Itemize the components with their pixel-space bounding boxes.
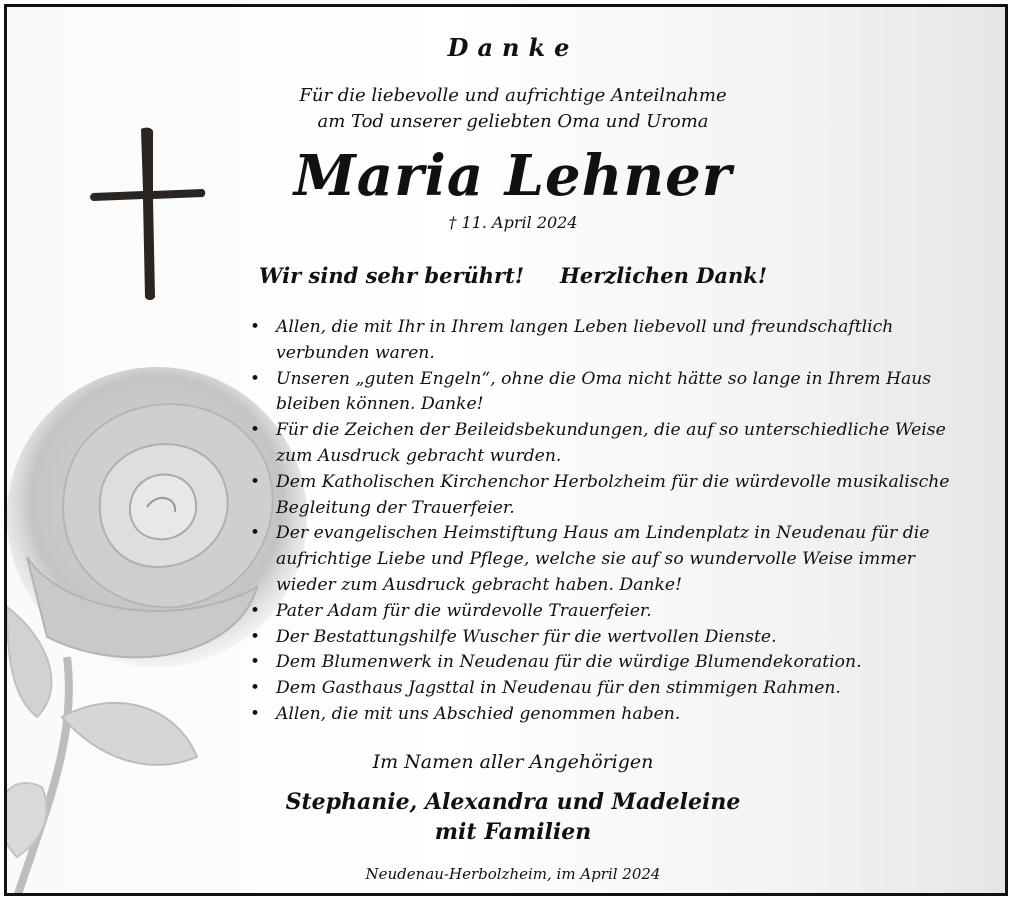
thanks-line <box>7 263 1008 288</box>
list-item: • Für die Zeichen der Beileidsbekundungen, die auf so unterschiedliche Weise zum Ausdruck gebracht wurden. <box>250 418 970 470</box>
death-date: † 11. April 2024 <box>448 213 578 232</box>
list-item: • Der evangelischen Heimstiftung Haus am Lindenplatz in Neudenau für die aufrichtige Liebe und Pflege, welche sie auf so wundervolle Weise immer wieder zum Ausdruck gebracht haben. Danke! <box>250 521 970 598</box>
intro-line-1: Für die liebevolle und aufrichtige Anteilnahme <box>299 85 727 106</box>
list-item: • Allen, die mit uns Abschied genommen haben. <box>250 702 970 728</box>
deceased-name: Maria Lehner <box>293 143 733 209</box>
list-item: • Pater Adam für die würdevolle Trauerfeier. <box>250 599 970 625</box>
obituary-card <box>4 4 1008 896</box>
thanks-right: Herzlichen Dank! <box>560 263 768 288</box>
list-item: • Der Bestattungshilfe Wuscher für die wertvollen Dienste. <box>250 625 970 651</box>
list-item: • Dem Katholischen Kirchenchor Herbolzheim für die würdevolle musikalische Begleitung der Trauerfeier. <box>250 470 970 522</box>
intro-line-2: am Tod unserer geliebten Oma und Uroma <box>317 111 709 132</box>
heading: Danke <box>447 33 579 62</box>
signature-intro: Im Namen aller Angehörigen <box>372 751 654 773</box>
list-item: • Unseren „guten Engeln“, ohne die Oma nicht hätte so lange in Ihrem Haus bleiben können. Danke! <box>250 367 970 419</box>
list-item: • Dem Blumenwerk in Neudenau für die würdige Blumendekoration. <box>250 650 970 676</box>
signature-names-block <box>7 787 1008 847</box>
place-date: Neudenau-Herbolzheim, im April 2024 <box>365 865 661 883</box>
list-item: • Allen, die mit Ihr in Ihrem langen Leben liebevoll und freundschaftlich verbunden waren. <box>250 315 970 367</box>
signature-family: mit Familien <box>434 819 592 845</box>
list-item: • Dem Gasthaus Jagsttal in Neudenau für den stimmigen Rahmen. <box>250 676 970 702</box>
thanks-left: Wir sind sehr berührt! <box>258 263 525 288</box>
thanks-list <box>250 315 970 728</box>
signature-names: Stephanie, Alexandra und Madeleine <box>285 789 741 815</box>
